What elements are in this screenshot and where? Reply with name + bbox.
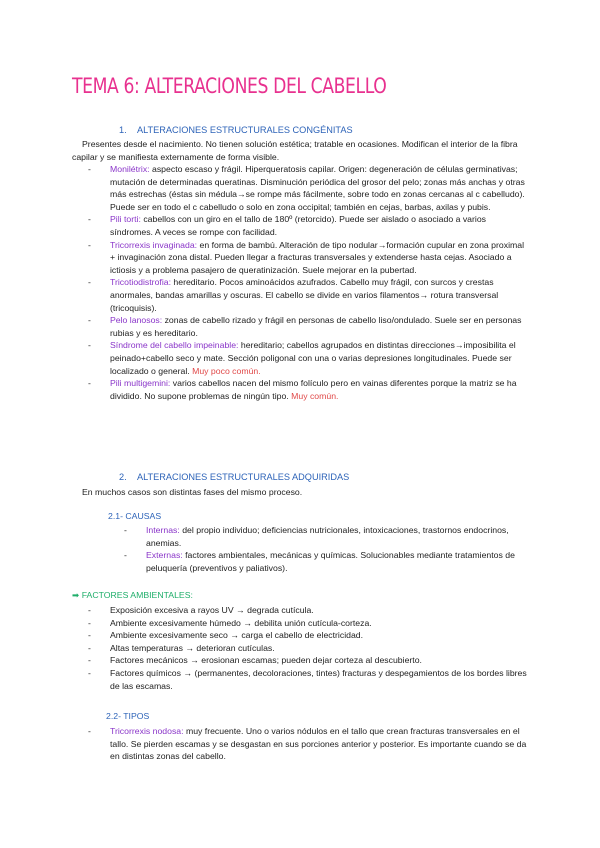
definition: zonas de cabello rizado y frágil en personas de cabello liso/ondulado. Suele ser en personas rubias y es hereditario. (110, 315, 522, 338)
dash-marker: - (88, 630, 91, 641)
types-list (88, 725, 530, 763)
page-title: TEMA 6: ALTERACIONES DEL CABELLO (72, 74, 387, 98)
frequency-note: Muy común. (291, 390, 339, 401)
dash-marker: - (88, 239, 91, 250)
list-item (88, 604, 530, 617)
dash-marker: - (88, 655, 91, 666)
definition: muy frecuente. Uno o varios nódulos en el tallo que crean fracturas transversales en el tallo. Se pierden escamas y se desgastan en sus porciones anterior y posterior. Es importante cuando se da en distintas zonas del cabello. (110, 726, 527, 762)
section-2-heading (119, 472, 349, 482)
dash-marker: - (124, 525, 127, 535)
list-item (88, 339, 530, 377)
term: Síndrome del cabello impeinable: (110, 340, 239, 351)
list-item (88, 667, 530, 692)
section-1-title: ALTERACIONES ESTRUCTURALES CONGÉNITAS (137, 125, 353, 135)
dash-marker: - (88, 315, 91, 326)
arrow-right-icon: ➡ (72, 590, 80, 600)
section-1-intro: Presentes desde el nacimiento. No tienen solución estética; tratable en ocasiones. Modifican el interior de la fibra capilar y se manifiesta externamente de forma visible. (72, 139, 518, 162)
term: Tricorrexis nodosa: (110, 726, 184, 736)
list-item (124, 549, 526, 574)
list-item (88, 617, 530, 630)
term: Pili multigemini: (110, 378, 171, 389)
dash-marker: - (88, 642, 91, 653)
definition: hereditario; cabellos agrupados en distintas direcciones→imposibilita el peinado+cabello seco y mate. Sección poligonal con una o varias depresiones longitudinales. Puede ser localizado o general. (110, 340, 516, 376)
dash-marker: - (124, 550, 127, 561)
list-item (88, 163, 530, 213)
factor-text: Factores químicos → (permanentes, decoloraciones, tintes) fracturas y despegamientos de los bordes libres de las escamas. (110, 667, 527, 691)
frequency-note: Muy poco común. (192, 365, 261, 376)
definition: varios cabellos nacen del mismo folículo pero en vainas diferentes porque la matriz se ha dividido. No supone problemas de ningún tipo. (110, 378, 517, 401)
factor-text: Ambiente excesivamente seco → carga el cabello de electricidad. (110, 630, 364, 641)
factors-title: FACTORES AMBIENTALES: (81, 590, 193, 600)
factor-text: Exposición excesiva a rayos UV → degrada cutícula. (110, 605, 314, 615)
dash-marker: - (88, 726, 91, 736)
dash-marker: - (88, 378, 91, 389)
term: Pili torti: (110, 214, 141, 225)
term: Monilétrix: (110, 164, 150, 174)
factors-heading (72, 590, 193, 601)
dash-marker: - (88, 214, 91, 225)
list-item (88, 725, 530, 763)
dash-marker: - (88, 617, 91, 628)
types-heading: 2.2- TIPOS (106, 711, 150, 721)
term: Tricotiodistrofia: (110, 277, 171, 288)
section-1-number: 1. (119, 125, 127, 135)
definition: factores ambientales, mecánicas y químicas. Solucionables mediante tratamientos de peluquería (preventivos y paliativos). (146, 550, 515, 573)
definition: aspecto escaso y frágil. Hiperqueratosis capilar. Origen: degeneración de células germinativas; mutación de determinadas queratinas. Disminución periódica del grosor del pelo; zonas más anchas y otras más estrechas (éstas sin médula→se rompe más fácilmente, sobre todo en zonas cercanas al c cabelludo). Puede ser en todo el c cabelludo o solo en zona occipital; también en cejas, barbas, axilas y pubis. (110, 164, 525, 212)
factors-list (88, 604, 530, 692)
dash-marker: - (88, 340, 91, 351)
list-item (124, 524, 526, 549)
dash-marker: - (88, 667, 91, 678)
dash-marker: - (88, 164, 91, 174)
causes-heading: 2.1- CAUSAS (108, 511, 162, 521)
term: Externas: (146, 550, 183, 561)
list-item (88, 642, 530, 655)
list-item (88, 629, 530, 642)
factor-text: Ambiente excesivamente húmedo → debilita unión cutícula-corteza. (110, 617, 372, 628)
definition: cabellos con un giro en el tallo de 180º (retorcido). Puede ser aislado o asociado a varios síndromes. A veces se rompe con facilidad. (110, 214, 486, 237)
definition: en forma de bambú. Alteración de tipo nodular→formación cupular en zona proximal + invaginación zona distal. Pueden llegar a fracturas transversales y extenderse hasta cejas. Asociado a ictiosis y a problema pasajero de queratinización. Suele mejorar en la pubertad. (110, 239, 525, 275)
term: Internas: (146, 525, 180, 535)
dash-marker: - (88, 605, 91, 615)
factor-text: Factores mecánicos → erosionan escamas; pueden dejar corteza al descubierto. (110, 655, 422, 666)
causes-list (124, 524, 526, 574)
term: Tricorrexis invaginada: (110, 239, 198, 250)
section-2-intro: En muchos casos son distintas fases del mismo proceso. (82, 487, 303, 497)
list-item (88, 239, 530, 277)
list-item (88, 654, 530, 667)
definition: del propio individuo; deficiencias nutricionales, intoxicaciones, trastornos endocrinos, anemias. (146, 525, 509, 548)
section-2-title: ALTERACIONES ESTRUCTURALES ADQUIRIDAS (137, 472, 350, 482)
list-item (88, 213, 530, 238)
section-1-heading (119, 125, 353, 135)
list-item (88, 276, 530, 314)
dash-marker: - (88, 277, 91, 288)
section-2-number: 2. (119, 472, 127, 482)
term: Pelo lanosos: (110, 315, 163, 326)
factor-text: Altas temperaturas → deterioran cutículas. (110, 642, 275, 653)
definition: hereditario. Pocos aminoácidos azufrados. Cabello muy frágil, con surcos y crestas anormales, bandas amarillas y oscuras. El cabello se divide en varios filamentos→ rotura transversal (tricoquisis). (110, 277, 499, 313)
list-item (88, 377, 530, 402)
section-1-list (88, 163, 530, 402)
list-item (88, 314, 530, 339)
